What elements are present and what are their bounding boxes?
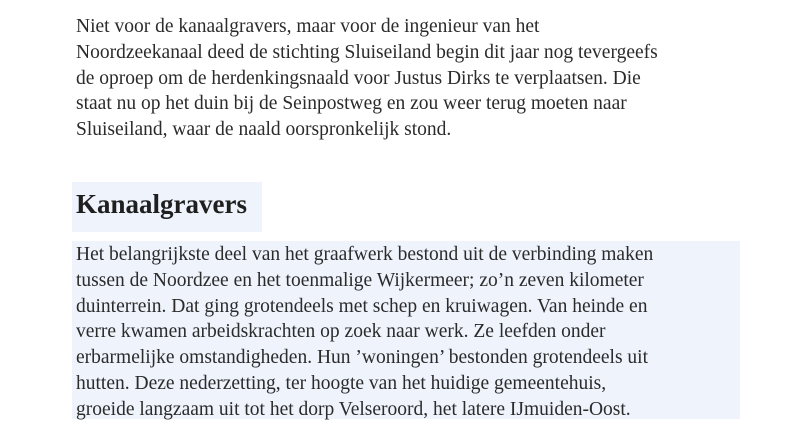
intro-line: de oproep om de herdenkingsnaald voor Justus Dirks te verplaatsen. Die	[76, 67, 641, 89]
intro-line: Noordzeekanaal deed de stichting Sluiseiland begin dit jaar nog tevergeefs	[76, 41, 658, 63]
intro-line: Sluiseiland, waar de naald oorspronkelijk stond.	[76, 119, 452, 141]
section-paragraph	[76, 242, 776, 423]
paragraph-line: erbarmelijke omstandigheden. Hun ’woningen’ bestonden grotendeels uit	[76, 347, 649, 369]
intro-line: Niet voor de kanaalgravers, maar voor de ingenieur van het	[76, 16, 540, 37]
section-heading: Kanaalgravers	[76, 189, 247, 219]
intro-paragraph	[76, 14, 776, 143]
paragraph-line: Het belangrijkste deel van het graafwerk bestond uit de verbinding maken	[76, 244, 654, 265]
paragraph-line: tussen de Noordzee en het toenmalige Wijkermeer; zo’n zeven kilometer	[76, 269, 644, 291]
paragraph-line: duinterrein. Dat ging grotendeels met schep en kruiwagen. Van heinde en	[76, 295, 648, 317]
intro-line: staat nu op het duin bij de Seinpostweg en zou weer terug moeten naar	[76, 93, 627, 115]
paragraph-line: groeide langzaam uit tot het dorp Velseroord, het latere IJmuiden-Oost.	[76, 398, 631, 420]
paragraph-line: verre kwamen arbeidskrachten op zoek naar werk. Ze leefden onder	[76, 321, 606, 343]
paragraph-line: hutten. Deze nederzetting, ter hoogte van het huidige gemeentehuis,	[76, 372, 607, 394]
